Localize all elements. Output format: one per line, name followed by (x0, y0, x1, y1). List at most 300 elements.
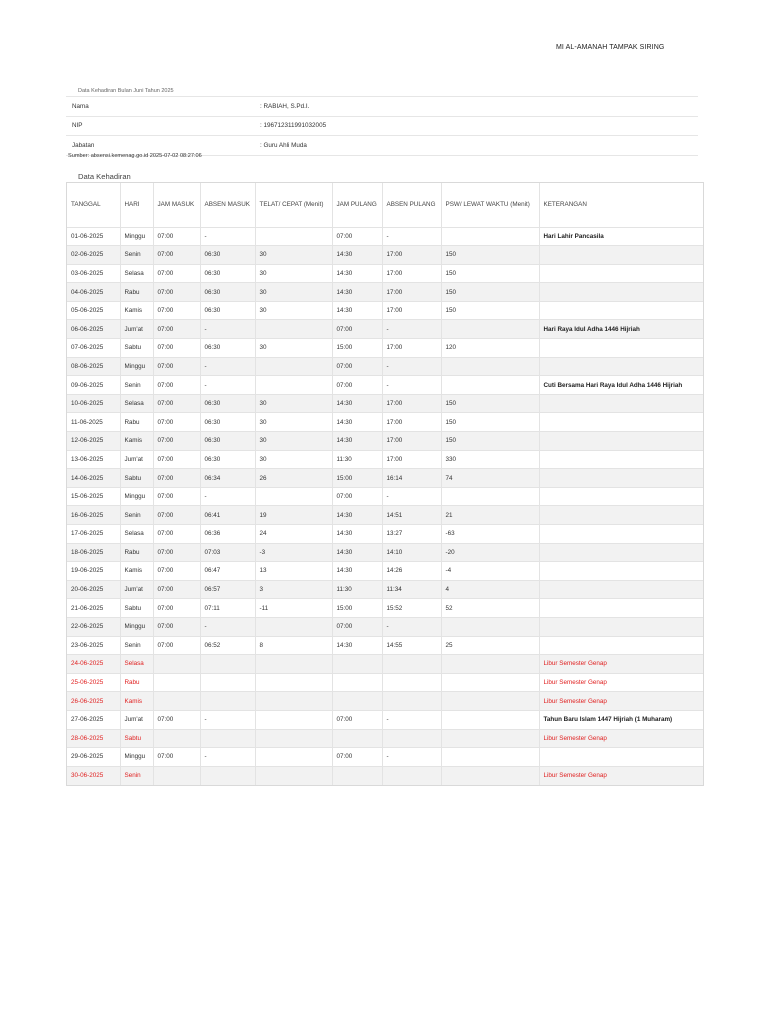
remark-cell: Tahun Baru Islam 1447 Hijriah (1 Muharam) (539, 710, 703, 729)
check-in-cell: 06:34 (200, 469, 255, 488)
scheduled-in-cell: 07:00 (153, 617, 200, 636)
late-early-cell: 30 (255, 264, 332, 283)
table-row (67, 673, 703, 692)
check-in-cell (200, 692, 255, 711)
remark-cell: Libur Semester Genap (539, 673, 703, 692)
scheduled-in-cell: 07:00 (153, 469, 200, 488)
remark-cell (539, 301, 703, 320)
scheduled-out-cell: 14:30 (332, 543, 382, 562)
scheduled-in-cell: 07:00 (153, 413, 200, 432)
date-cell: 16-06-2025 (67, 506, 120, 525)
date-cell: 15-06-2025 (67, 487, 120, 506)
check-out-cell: - (382, 617, 441, 636)
late-early-cell: 19 (255, 506, 332, 525)
check-out-cell: 16:14 (382, 469, 441, 488)
table-row (67, 339, 703, 358)
day-cell: Rabu (120, 283, 153, 302)
early-leave-cell (441, 655, 539, 674)
date-cell: 04-06-2025 (67, 283, 120, 302)
column-header: HARI (120, 183, 153, 227)
scheduled-in-cell: 07:00 (153, 487, 200, 506)
table-row (67, 264, 703, 283)
date-cell: 30-06-2025 (67, 766, 120, 785)
check-in-cell: - (200, 376, 255, 395)
check-in-cell: - (200, 748, 255, 767)
table-row (67, 283, 703, 302)
late-early-cell (255, 227, 332, 246)
scheduled-out-cell: 11:30 (332, 580, 382, 599)
info-value: : RABIAH, S.Pd.I. (260, 102, 310, 110)
scheduled-in-cell (153, 692, 200, 711)
day-cell: Selasa (120, 655, 153, 674)
info-row-nip (66, 117, 698, 137)
remark-cell (539, 264, 703, 283)
day-cell: Selasa (120, 394, 153, 413)
remark-cell (539, 450, 703, 469)
remark-cell: Cuti Bersama Hari Raya Idul Adha 1446 Hijriah (539, 376, 703, 395)
remark-cell: Libur Semester Genap (539, 692, 703, 711)
early-leave-cell (441, 227, 539, 246)
scheduled-out-cell: 15:00 (332, 469, 382, 488)
early-leave-cell (441, 376, 539, 395)
scheduled-in-cell: 07:00 (153, 394, 200, 413)
scheduled-out-cell: 07:00 (332, 748, 382, 767)
table-row (67, 580, 703, 599)
check-in-cell: 07:11 (200, 599, 255, 618)
employee-info (66, 96, 698, 156)
scheduled-out-cell: 07:00 (332, 617, 382, 636)
early-leave-cell (441, 617, 539, 636)
attendance-rows (67, 227, 703, 785)
check-in-cell: 06:30 (200, 450, 255, 469)
check-out-cell (382, 692, 441, 711)
scheduled-out-cell (332, 766, 382, 785)
late-early-cell (255, 357, 332, 376)
scheduled-in-cell: 07:00 (153, 710, 200, 729)
scheduled-in-cell (153, 766, 200, 785)
date-cell: 20-06-2025 (67, 580, 120, 599)
check-in-cell: - (200, 227, 255, 246)
scheduled-in-cell: 07:00 (153, 376, 200, 395)
late-early-cell: -3 (255, 543, 332, 562)
remark-cell: Libur Semester Genap (539, 729, 703, 748)
table-row (67, 301, 703, 320)
table-row (67, 413, 703, 432)
remark-cell (539, 525, 703, 544)
scheduled-in-cell: 07:00 (153, 580, 200, 599)
scheduled-in-cell: 07:00 (153, 264, 200, 283)
date-cell: 02-06-2025 (67, 246, 120, 265)
late-early-cell: -11 (255, 599, 332, 618)
scheduled-in-cell: 07:00 (153, 227, 200, 246)
scheduled-in-cell: 07:00 (153, 525, 200, 544)
early-leave-cell (441, 710, 539, 729)
column-header: TANGGAL (71, 201, 101, 209)
table-row (67, 543, 703, 562)
check-in-cell: 06:41 (200, 506, 255, 525)
scheduled-out-cell: 15:00 (332, 339, 382, 358)
table-row (67, 617, 703, 636)
remark-cell (539, 394, 703, 413)
date-cell: 13-06-2025 (67, 450, 120, 469)
day-cell: Jum'at (120, 580, 153, 599)
remark-cell (539, 487, 703, 506)
date-cell: 23-06-2025 (67, 636, 120, 655)
late-early-cell: 3 (255, 580, 332, 599)
date-cell: 26-06-2025 (67, 692, 120, 711)
late-early-cell: 8 (255, 636, 332, 655)
scheduled-out-cell: 14:30 (332, 525, 382, 544)
scheduled-out-cell: 07:00 (332, 320, 382, 339)
late-early-cell: 30 (255, 413, 332, 432)
scheduled-in-cell: 07:00 (153, 320, 200, 339)
early-leave-cell: 120 (441, 339, 539, 358)
date-cell: 28-06-2025 (67, 729, 120, 748)
date-cell: 09-06-2025 (67, 376, 120, 395)
early-leave-cell: 330 (441, 450, 539, 469)
scheduled-in-cell: 07:00 (153, 246, 200, 265)
early-leave-cell: 150 (441, 413, 539, 432)
check-out-cell: 17:00 (382, 394, 441, 413)
check-out-cell: 17:00 (382, 246, 441, 265)
late-early-cell (255, 692, 332, 711)
check-in-cell: - (200, 710, 255, 729)
check-out-cell (382, 673, 441, 692)
school-name: MI AL-AMANAH TAMPAK SIRING (556, 44, 665, 51)
table-row (67, 506, 703, 525)
date-cell: 12-06-2025 (67, 432, 120, 451)
check-out-cell: 14:26 (382, 562, 441, 581)
check-out-cell: - (382, 376, 441, 395)
date-cell: 10-06-2025 (67, 394, 120, 413)
scheduled-out-cell: 14:30 (332, 413, 382, 432)
check-out-cell: 14:10 (382, 543, 441, 562)
check-in-cell: 06:52 (200, 636, 255, 655)
check-out-cell: 11:34 (382, 580, 441, 599)
early-leave-cell: -63 (441, 525, 539, 544)
scheduled-out-cell: 07:00 (332, 487, 382, 506)
day-cell: Minggu (120, 227, 153, 246)
table-row (67, 357, 703, 376)
scheduled-out-cell: 07:00 (332, 357, 382, 376)
early-leave-cell: 150 (441, 246, 539, 265)
check-out-cell: 15:52 (382, 599, 441, 618)
scheduled-out-cell: 07:00 (332, 710, 382, 729)
table-row (67, 469, 703, 488)
late-early-cell (255, 376, 332, 395)
info-value: : 196712311991032005 (260, 122, 327, 130)
table-row (67, 562, 703, 581)
early-leave-cell (441, 673, 539, 692)
remark-cell (539, 506, 703, 525)
day-cell: Rabu (120, 413, 153, 432)
scheduled-in-cell: 07:00 (153, 506, 200, 525)
check-in-cell: 06:30 (200, 432, 255, 451)
column-header: ABSEN PULANG (382, 183, 441, 227)
day-cell: Senin (120, 636, 153, 655)
table-row (67, 729, 703, 748)
late-early-cell (255, 710, 332, 729)
remark-cell (539, 562, 703, 581)
scheduled-out-cell: 14:30 (332, 301, 382, 320)
remark-cell: Libur Semester Genap (539, 655, 703, 674)
day-cell: Senin (120, 246, 153, 265)
remark-cell (539, 246, 703, 265)
early-leave-cell (441, 487, 539, 506)
late-early-cell: 30 (255, 301, 332, 320)
table-row (67, 692, 703, 711)
column-header: JAM PULANG (332, 183, 382, 227)
date-cell: 06-06-2025 (67, 320, 120, 339)
late-early-cell: 30 (255, 432, 332, 451)
date-cell: 05-06-2025 (67, 301, 120, 320)
check-out-cell: 17:00 (382, 301, 441, 320)
date-cell: 21-06-2025 (67, 599, 120, 618)
check-in-cell: 06:30 (200, 413, 255, 432)
late-early-cell: 30 (255, 394, 332, 413)
table-row (67, 710, 703, 729)
scheduled-in-cell (153, 729, 200, 748)
remark-cell (539, 339, 703, 358)
scheduled-out-cell: 15:00 (332, 599, 382, 618)
date-cell: 22-06-2025 (67, 617, 120, 636)
table-row (67, 487, 703, 506)
source-note: Sumber: absensi.kemenag.go.id 2025-07-02 08:27:06 (68, 153, 202, 159)
remark-cell (539, 413, 703, 432)
remark-cell (539, 469, 703, 488)
early-leave-cell (441, 357, 539, 376)
day-cell: Kamis (120, 432, 153, 451)
day-cell: Minggu (120, 357, 153, 376)
check-in-cell: 06:30 (200, 246, 255, 265)
table-row (67, 599, 703, 618)
remark-cell (539, 748, 703, 767)
check-out-cell: - (382, 320, 441, 339)
info-label: NIP (72, 122, 83, 130)
late-early-cell: 30 (255, 339, 332, 358)
scheduled-in-cell: 07:00 (153, 748, 200, 767)
check-in-cell: - (200, 320, 255, 339)
table-row (67, 636, 703, 655)
date-cell: 19-06-2025 (67, 562, 120, 581)
scheduled-in-cell: 07:00 (153, 432, 200, 451)
remark-cell (539, 580, 703, 599)
day-cell: Kamis (120, 562, 153, 581)
day-cell: Jum'at (120, 320, 153, 339)
scheduled-in-cell (153, 655, 200, 674)
scheduled-in-cell: 07:00 (153, 301, 200, 320)
info-row-nama (66, 97, 698, 117)
early-leave-cell: 150 (441, 301, 539, 320)
remark-cell (539, 357, 703, 376)
day-cell: Jum'at (120, 710, 153, 729)
day-cell: Selasa (120, 525, 153, 544)
table-row (67, 655, 703, 674)
table-header-row (67, 183, 703, 227)
check-in-cell: - (200, 487, 255, 506)
early-leave-cell: 52 (441, 599, 539, 618)
early-leave-cell: 150 (441, 432, 539, 451)
remark-cell (539, 432, 703, 451)
column-header: KETERANGAN (539, 183, 703, 227)
check-out-cell (382, 729, 441, 748)
date-cell: 24-06-2025 (67, 655, 120, 674)
early-leave-cell: 150 (441, 283, 539, 302)
date-cell: 11-06-2025 (67, 413, 120, 432)
check-in-cell: 06:30 (200, 339, 255, 358)
remark-cell (539, 617, 703, 636)
date-cell: 03-06-2025 (67, 264, 120, 283)
attendance-table (67, 183, 703, 785)
check-out-cell: - (382, 227, 441, 246)
column-header: ABSEN MASUK (200, 183, 255, 227)
date-cell: 01-06-2025 (67, 227, 120, 246)
early-leave-cell: -4 (441, 562, 539, 581)
early-leave-cell (441, 748, 539, 767)
column-header: TELAT/ CEPAT (Menit) (255, 183, 332, 227)
scheduled-in-cell: 07:00 (153, 357, 200, 376)
late-early-cell: 30 (255, 283, 332, 302)
scheduled-out-cell: 14:30 (332, 246, 382, 265)
day-cell: Rabu (120, 543, 153, 562)
check-out-cell: 17:00 (382, 264, 441, 283)
table-row (67, 246, 703, 265)
date-cell: 08-06-2025 (67, 357, 120, 376)
scheduled-out-cell: 14:30 (332, 394, 382, 413)
day-cell: Senin (120, 766, 153, 785)
column-header: JAM MASUK (153, 183, 200, 227)
early-leave-cell: 25 (441, 636, 539, 655)
info-value: : Guru Ahli Muda (260, 141, 307, 149)
remark-cell (539, 599, 703, 618)
remark-cell (539, 283, 703, 302)
attendance-table-container (66, 182, 704, 786)
day-cell: Sabtu (120, 339, 153, 358)
date-cell: 17-06-2025 (67, 525, 120, 544)
day-cell: Minggu (120, 487, 153, 506)
date-cell: 18-06-2025 (67, 543, 120, 562)
scheduled-out-cell (332, 673, 382, 692)
check-in-cell: 06:30 (200, 283, 255, 302)
table-row (67, 320, 703, 339)
table-row (67, 748, 703, 767)
check-in-cell: 06:30 (200, 394, 255, 413)
check-out-cell (382, 655, 441, 674)
late-early-cell (255, 748, 332, 767)
day-cell: Minggu (120, 748, 153, 767)
late-early-cell: 30 (255, 246, 332, 265)
check-in-cell (200, 655, 255, 674)
check-in-cell: 06:47 (200, 562, 255, 581)
scheduled-out-cell: 14:30 (332, 283, 382, 302)
day-cell: Kamis (120, 301, 153, 320)
scheduled-out-cell: 07:00 (332, 227, 382, 246)
section-title: Data Kehadiran (78, 172, 131, 181)
early-leave-cell: -20 (441, 543, 539, 562)
check-out-cell: 17:00 (382, 413, 441, 432)
check-out-cell: - (382, 357, 441, 376)
late-early-cell: 30 (255, 450, 332, 469)
late-early-cell (255, 617, 332, 636)
table-row (67, 376, 703, 395)
scheduled-out-cell (332, 692, 382, 711)
check-out-cell: 17:00 (382, 339, 441, 358)
day-cell: Sabtu (120, 729, 153, 748)
scheduled-in-cell (153, 673, 200, 692)
late-early-cell (255, 673, 332, 692)
day-cell: Senin (120, 376, 153, 395)
check-out-cell: - (382, 748, 441, 767)
date-cell: 14-06-2025 (67, 469, 120, 488)
check-in-cell (200, 673, 255, 692)
scheduled-in-cell: 07:00 (153, 636, 200, 655)
late-early-cell (255, 729, 332, 748)
early-leave-cell: 21 (441, 506, 539, 525)
day-cell: Rabu (120, 673, 153, 692)
early-leave-cell: 74 (441, 469, 539, 488)
table-row (67, 227, 703, 246)
check-in-cell: 06:30 (200, 301, 255, 320)
day-cell: Sabtu (120, 469, 153, 488)
date-cell: 07-06-2025 (67, 339, 120, 358)
scheduled-out-cell (332, 655, 382, 674)
check-out-cell: 14:51 (382, 506, 441, 525)
date-cell: 25-06-2025 (67, 673, 120, 692)
day-cell: Sabtu (120, 599, 153, 618)
table-row (67, 450, 703, 469)
early-leave-cell (441, 320, 539, 339)
early-leave-cell (441, 692, 539, 711)
check-out-cell: 17:00 (382, 450, 441, 469)
early-leave-cell: 150 (441, 394, 539, 413)
scheduled-out-cell: 14:30 (332, 432, 382, 451)
table-row (67, 525, 703, 544)
remark-cell: Hari Raya Idul Adha 1446 Hijriah (539, 320, 703, 339)
check-in-cell (200, 766, 255, 785)
late-early-cell (255, 487, 332, 506)
report-period: Data Kehadiran Bulan Juni Tahun 2025 (78, 88, 174, 94)
day-cell: Senin (120, 506, 153, 525)
early-leave-cell: 4 (441, 580, 539, 599)
remark-cell (539, 636, 703, 655)
scheduled-in-cell: 07:00 (153, 339, 200, 358)
late-early-cell: 24 (255, 525, 332, 544)
table-row (67, 766, 703, 785)
scheduled-out-cell (332, 729, 382, 748)
check-in-cell: 06:36 (200, 525, 255, 544)
scheduled-in-cell: 07:00 (153, 450, 200, 469)
check-out-cell: 17:00 (382, 432, 441, 451)
table-row (67, 394, 703, 413)
late-early-cell: 13 (255, 562, 332, 581)
check-in-cell (200, 729, 255, 748)
check-in-cell: 06:57 (200, 580, 255, 599)
scheduled-out-cell: 14:30 (332, 264, 382, 283)
table-row (67, 432, 703, 451)
date-cell: 27-06-2025 (67, 710, 120, 729)
check-out-cell: - (382, 710, 441, 729)
late-early-cell: 26 (255, 469, 332, 488)
scheduled-out-cell: 11:30 (332, 450, 382, 469)
info-label: Nama (72, 102, 89, 110)
remark-cell: Libur Semester Genap (539, 766, 703, 785)
check-in-cell: 06:30 (200, 264, 255, 283)
late-early-cell (255, 766, 332, 785)
info-label: Jabatan (72, 141, 95, 149)
check-out-cell: 17:00 (382, 283, 441, 302)
late-early-cell (255, 320, 332, 339)
scheduled-out-cell: 14:30 (332, 636, 382, 655)
